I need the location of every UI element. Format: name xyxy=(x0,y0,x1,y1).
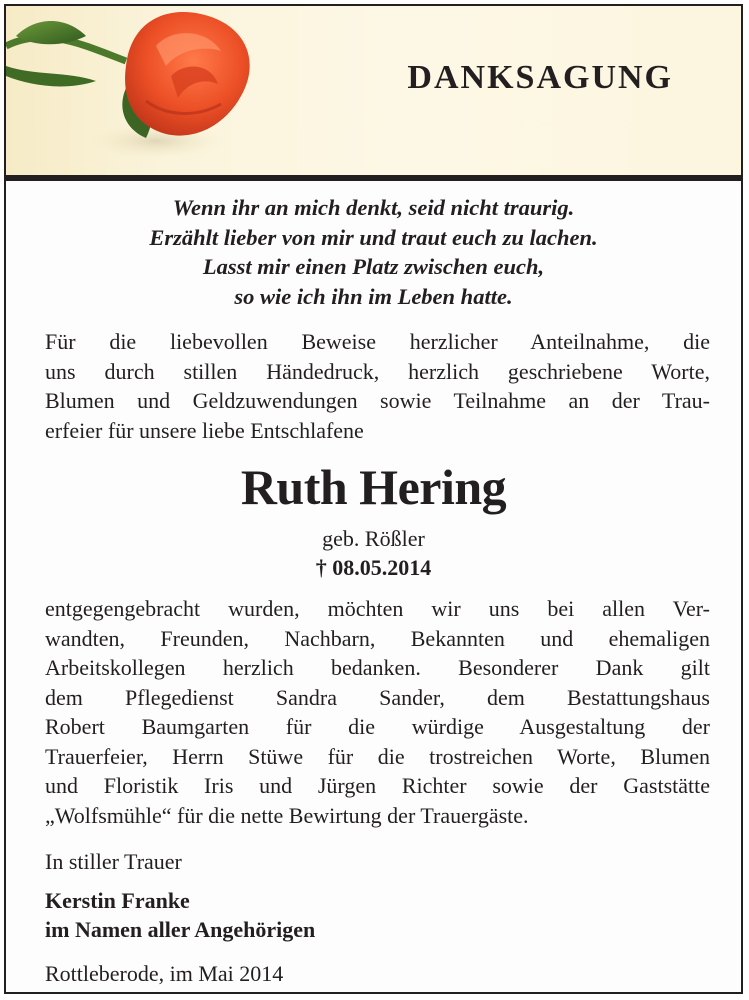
header-divider xyxy=(6,175,741,181)
paragraph-line: wandten, Freunden, Nachbarn, Bekannten und ehemaligen xyxy=(45,625,710,651)
thanks-paragraph xyxy=(45,594,710,830)
poem xyxy=(6,193,741,311)
paragraph-line: „Wolfsmühle“ für die nette Bewirtung der Trauergäste. xyxy=(45,802,529,828)
place-date: Rottleberode, im Mai 2014 xyxy=(45,961,284,986)
maiden-name: geb. Rößler xyxy=(322,526,425,551)
mourning-line: In stiller Trauer xyxy=(45,849,182,874)
poem-line: Wenn ihr an mich denkt, seid nicht traurig. xyxy=(172,195,575,220)
death-date: † 08.05.2014 xyxy=(315,555,432,580)
paragraph-line: Arbeitskollegen herzlich bedanken. Besonderer Dank gilt xyxy=(45,655,710,680)
paragraph-line: dem Pflegedienst Sandra Sander, dem Bestattungshaus xyxy=(45,684,710,710)
poem-line: Erzählt lieber von mir und traut euch zu lachen. xyxy=(149,224,598,250)
obituary-card xyxy=(4,4,743,994)
paragraph-line: Für die liebevollen Beweise herzlicher Anteilnahme, die xyxy=(45,329,710,354)
paragraph-line: und Floristik Iris und Jürgen Richter sowie der Gaststätte xyxy=(45,773,710,798)
deceased-name: Ruth Hering xyxy=(240,459,507,515)
page-title: DANKSAGUNG xyxy=(407,59,673,96)
intro-paragraph xyxy=(45,327,710,445)
paragraph-line: erfeier für unsere liebe Entschlafene xyxy=(45,417,364,443)
signer-note: im Namen aller Angehörigen xyxy=(45,917,316,942)
paragraph-line: Blumen und Geldzuwendungen sowie Teilnahme an der Trau- xyxy=(45,388,710,413)
paragraph-line: Robert Baumgarten für die würdige Ausgestaltung der xyxy=(45,714,710,739)
header-banner xyxy=(6,6,741,175)
poem-line: Lasst mir einen Platz zwischen euch, xyxy=(202,254,545,279)
signer-name: Kerstin Franke xyxy=(45,888,190,913)
red-rose-image xyxy=(6,6,266,175)
paragraph-line: uns durch stillen Händedruck, herzlich geschriebene Worte, xyxy=(45,358,710,384)
poem-line: so wie ich ihn im Leben hatte. xyxy=(234,283,513,309)
paragraph-line: entgegengebracht wurden, möchten wir uns bei allen Ver- xyxy=(45,596,710,621)
paragraph-line: Trauerfeier, Herrn Stüwe für die trostreichen Worte, Blumen xyxy=(45,743,710,769)
